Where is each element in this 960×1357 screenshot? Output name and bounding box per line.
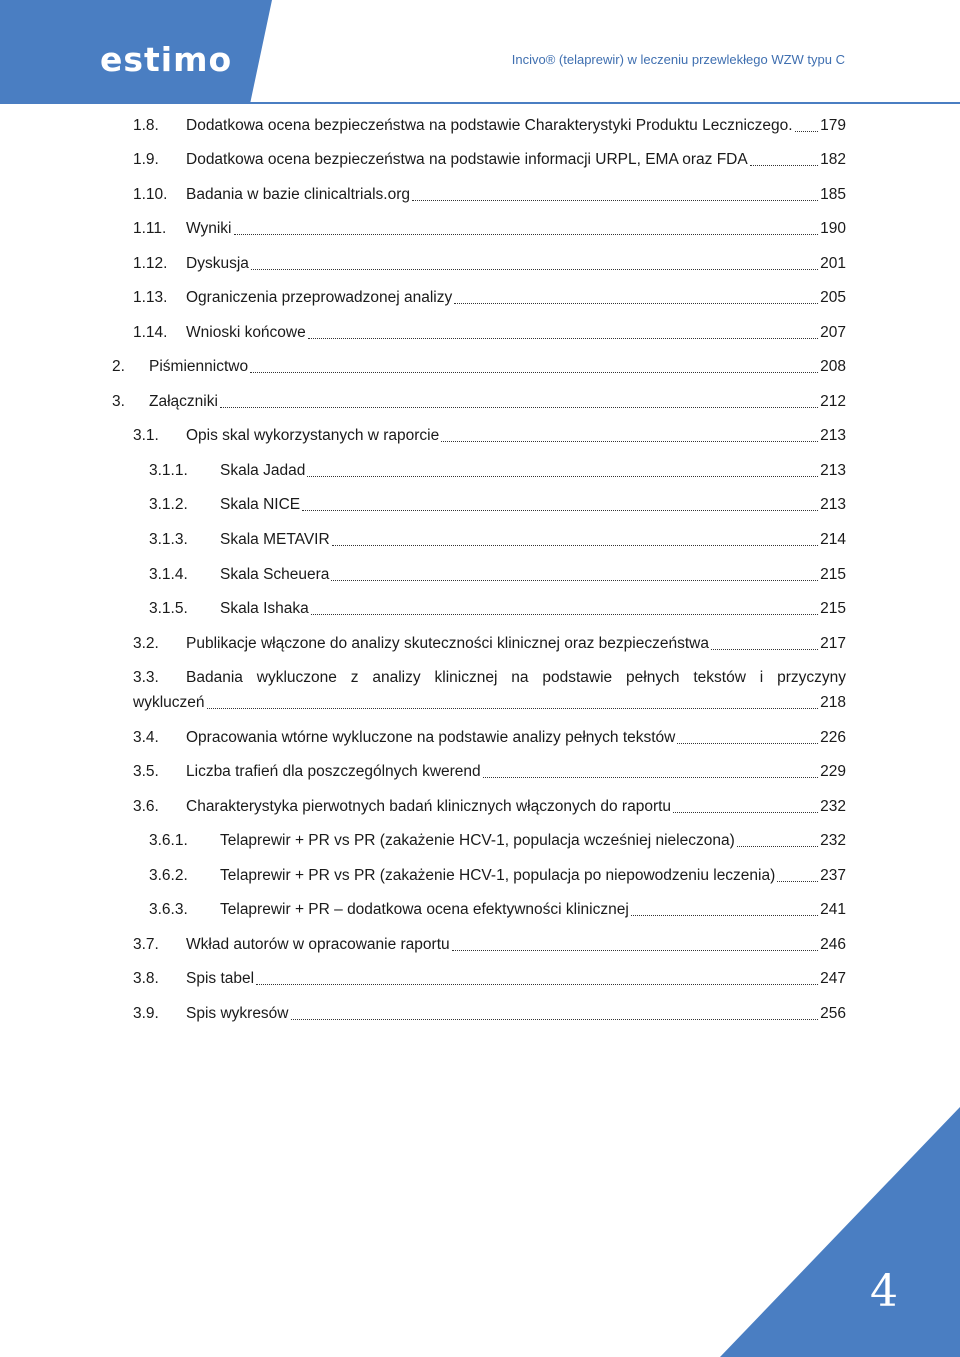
toc-page-number: 247 [820, 970, 846, 987]
toc-page-number: 213 [820, 496, 846, 513]
toc-title: Skala Jadad [220, 462, 306, 479]
toc-leader-dots [332, 530, 818, 546]
toc-title: Wnioski końcowe [186, 324, 306, 341]
toc-number: 1.9. [133, 151, 159, 168]
toc-title: Wkład autorów w opracowanie raportu [186, 936, 450, 953]
toc-page-number: 256 [820, 1005, 846, 1022]
toc-number: 1.10. [133, 186, 168, 203]
toc-page-number: 241 [820, 901, 846, 918]
toc-number: 3.6. [133, 798, 159, 815]
toc-entry[interactable] [133, 184, 846, 206]
toc-title: Telaprewir + PR vs PR (zakażenie HCV-1, populacja po niepowodzeniu leczenia) [220, 867, 776, 884]
toc-entry-continuation[interactable] [133, 692, 846, 714]
toc-leader-dots [777, 866, 818, 882]
toc-leader-dots [250, 357, 818, 373]
toc-title: Skala METAVIR [220, 531, 330, 548]
toc-page-number: 190 [820, 220, 846, 237]
toc-page-number: 229 [820, 763, 846, 780]
toc-leader-dots [207, 693, 819, 709]
toc-entry[interactable] [133, 1003, 846, 1025]
toc-title: Dodatkowa ocena bezpieczeństwa na podstawie Charakterystyki Produktu Leczniczego. [186, 117, 793, 134]
toc-title: Skala Ishaka [220, 600, 309, 617]
toc-page-number: 214 [820, 531, 846, 548]
toc-page-number: 218 [820, 694, 846, 711]
toc-leader-dots [412, 185, 818, 201]
toc-title: Telaprewir + PR vs PR (zakażenie HCV-1, populacja wcześniej nieleczona) [220, 832, 735, 849]
page-number: 4 [870, 1266, 898, 1317]
toc-leader-dots [307, 461, 818, 477]
toc-title: Spis tabel [186, 970, 255, 987]
toc-number: 3.5. [133, 763, 159, 780]
toc-entry[interactable] [133, 667, 846, 689]
toc-number: 3.9. [133, 1005, 159, 1022]
toc-page-number: 212 [820, 393, 846, 410]
toc-number: 3.4. [133, 729, 159, 746]
toc-number: 3.3. [133, 669, 159, 686]
toc-leader-dots [311, 599, 818, 615]
toc-title: Dyskusja [186, 255, 249, 272]
toc-entry[interactable] [133, 425, 846, 447]
toc-title: Piśmiennictwo [149, 358, 249, 375]
toc-entry[interactable] [149, 529, 846, 551]
toc-leader-dots [750, 150, 818, 166]
toc-entry[interactable] [133, 322, 846, 344]
toc-leader-dots [256, 969, 818, 985]
toc-title: Telaprewir + PR – dodatkowa ocena efektywności klinicznej [220, 901, 629, 918]
toc-leader-dots [291, 1004, 819, 1020]
toc-number: 3.1. [133, 427, 159, 444]
page-header [0, 0, 960, 104]
toc-title: Wyniki [186, 220, 232, 237]
toc-title: Dodatkowa ocena bezpieczeństwa na podstawie informacji URPL, EMA oraz FDA [186, 151, 748, 168]
toc-number: 3.8. [133, 970, 159, 987]
toc-title: Liczba trafień dla poszczególnych kwerend [186, 763, 481, 780]
toc-page-number: 213 [820, 462, 846, 479]
toc-page-number: 182 [820, 151, 846, 168]
toc-title: Badania wykluczone z analizy klinicznej na podstawie pełnych tekstów i przyczyny [186, 669, 846, 686]
toc-entry[interactable] [133, 218, 846, 240]
document-title: Incivo® (telaprewir) w leczeniu przewlekłego WZW typu C [511, 52, 845, 67]
toc-number: 1.8. [133, 117, 159, 134]
toc-number: 3. [112, 393, 125, 410]
toc-leader-dots [331, 565, 818, 581]
toc-title: Badania w bazie clinicaltrials.org [186, 186, 411, 203]
toc-entry[interactable] [133, 727, 846, 749]
toc-leader-dots [251, 254, 818, 270]
toc-leader-dots [234, 219, 819, 235]
toc-entry[interactable] [133, 287, 846, 309]
toc-leader-dots [441, 426, 818, 442]
toc-entry[interactable] [133, 968, 846, 990]
toc-page-number: 208 [820, 358, 846, 375]
company-logo: estimo [100, 40, 233, 79]
toc-page-number: 217 [820, 635, 846, 652]
toc-entry[interactable] [133, 761, 846, 783]
toc-title: Opis skal wykorzystanych w raporcie [186, 427, 440, 444]
toc-page-number: 232 [820, 832, 846, 849]
toc-number: 3.1.1. [149, 462, 188, 479]
toc-page-number: 215 [820, 566, 846, 583]
toc-title: Charakterystyka pierwotnych badań klinicznych włączonych do raportu [186, 798, 672, 815]
toc-entry[interactable] [133, 149, 846, 171]
toc-entry[interactable] [149, 830, 846, 852]
toc-entry[interactable] [149, 460, 846, 482]
toc-leader-dots [220, 392, 818, 408]
corner-triangle [720, 1107, 960, 1357]
toc-page-number: 215 [820, 600, 846, 617]
toc-title: Opracowania wtórne wykluczone na podstawie analizy pełnych tekstów [186, 729, 676, 746]
toc-number: 1.12. [133, 255, 168, 272]
toc-title: wykluczeń [133, 694, 205, 711]
toc-number: 3.6.1. [149, 832, 188, 849]
toc-entry[interactable] [149, 598, 846, 620]
toc-page-number: 237 [820, 867, 846, 884]
toc-number: 3.1.3. [149, 531, 188, 548]
toc-leader-dots [795, 116, 819, 132]
toc-leader-dots [308, 323, 818, 339]
toc-leader-dots [673, 797, 818, 813]
toc-page-number: 185 [820, 186, 846, 203]
toc-leader-dots [631, 900, 818, 916]
toc-entry[interactable] [112, 391, 846, 413]
toc-entry[interactable] [149, 865, 846, 887]
toc-entry[interactable] [133, 934, 846, 956]
toc-page-number: 232 [820, 798, 846, 815]
toc-number: 1.14. [133, 324, 168, 341]
toc-page-number: 205 [820, 289, 846, 306]
toc-entry[interactable] [133, 633, 846, 655]
toc-title: Publikacje włączone do analizy skuteczności klinicznej oraz bezpieczeństwa [186, 635, 709, 652]
toc-leader-dots [483, 762, 818, 778]
toc-title: Załączniki [149, 393, 218, 410]
toc-number: 2. [112, 358, 125, 375]
toc-number: 1.13. [133, 289, 168, 306]
toc-leader-dots [302, 495, 818, 511]
toc-page-number: 246 [820, 936, 846, 953]
toc-entry[interactable] [112, 356, 846, 378]
toc-entry[interactable] [149, 564, 846, 586]
toc-leader-dots [677, 728, 818, 744]
toc-number: 3.1.4. [149, 566, 188, 583]
toc-entry[interactable] [149, 494, 846, 516]
toc-page-number: 213 [820, 427, 846, 444]
toc-title: Ograniczenia przeprowadzonej analizy [186, 289, 453, 306]
toc-title: Skala NICE [220, 496, 301, 513]
toc-page-number: 179 [820, 117, 846, 134]
toc-leader-dots [711, 634, 818, 650]
toc-title: Skala Scheuera [220, 566, 330, 583]
toc-page-number: 201 [820, 255, 846, 272]
toc-number: 3.7. [133, 936, 159, 953]
toc-entry[interactable] [149, 899, 846, 921]
toc-number: 3.2. [133, 635, 159, 652]
toc-leader-dots [452, 935, 818, 951]
toc-leader-dots [454, 288, 818, 304]
toc-number: 3.1.2. [149, 496, 188, 513]
toc-title: Spis wykresów [186, 1005, 289, 1022]
toc-entry[interactable] [133, 796, 846, 818]
toc-page-number: 226 [820, 729, 846, 746]
toc-page-number: 207 [820, 324, 846, 341]
toc-entry[interactable] [133, 115, 846, 137]
toc-number: 1.11. [133, 220, 167, 237]
toc-leader-dots [737, 831, 818, 847]
toc-number: 3.6.2. [149, 867, 188, 884]
toc-entry[interactable] [133, 253, 846, 275]
toc-number: 3.6.3. [149, 901, 188, 918]
toc-number: 3.1.5. [149, 600, 188, 617]
